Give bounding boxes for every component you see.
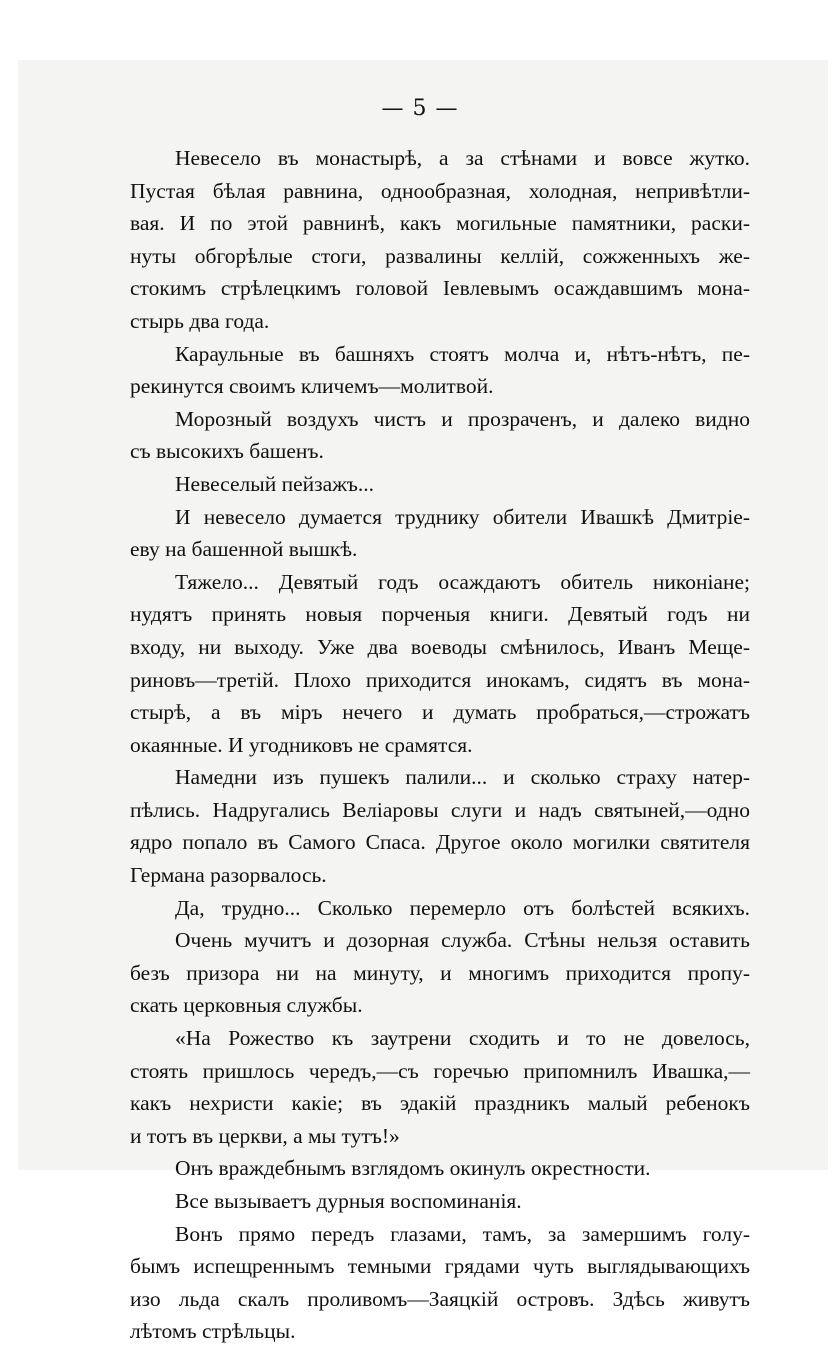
text-line — [130, 859, 750, 892]
text-line — [130, 1087, 750, 1120]
text-line — [130, 598, 750, 631]
text-line — [130, 305, 750, 338]
text-line — [130, 435, 750, 468]
text-line-content: съ высокихъ башенъ. — [130, 439, 324, 464]
text-line — [130, 892, 750, 925]
text-line — [130, 696, 750, 729]
text-line-content: Онъ враждебнымъ взглядомъ окинулъ окрестности. — [175, 1156, 651, 1181]
text-line-content: Очень мучитъ и дозорная служба. Стѣны нельзя оставить — [175, 928, 750, 953]
text-line-content: бымъ испещреннымъ темными грядами чуть выглядывающихъ — [130, 1254, 750, 1279]
text-line — [130, 794, 750, 827]
text-line-content: Невесело въ монастырѣ, а за стѣнами и вовсе жутко. — [175, 146, 750, 170]
text-line-content: И невесело думается труднику обители Ивашкѣ Дмитріе- — [175, 504, 750, 529]
text-line-content: «На Рожество къ заутрени сходить и то не довелось, — [175, 1026, 750, 1051]
text-line — [130, 729, 750, 762]
text-line-content: стокимъ стрѣлецкимъ головой Іевлевымъ осаждавшимъ мона- — [130, 276, 750, 301]
text-line-content: какъ нехристи какіе; въ эдакій праздникъ малый ребенокъ — [130, 1091, 750, 1116]
text-line — [130, 338, 750, 371]
text-line-content: нуты обгорѣлые стоги, развалины келлій, сожженныхъ же- — [130, 243, 750, 268]
text-line — [130, 533, 750, 566]
text-line — [130, 957, 750, 990]
text-line-content: вая. И по этой равнинѣ, какъ могильные памятники, раски- — [130, 211, 750, 236]
text-line — [130, 664, 750, 697]
text-line-content: Намедни изъ пушекъ палили... и сколько страху натер- — [175, 765, 750, 790]
text-line-content: Да, трудно... Сколько перемерло отъ болѣстей всякихъ. — [175, 895, 750, 920]
text-line-content: Все вызываетъ дурныя воспоминанія. — [175, 1189, 522, 1213]
text-line-content: рекинутся своимъ кличемъ—молитвой. — [130, 374, 494, 399]
text-line-content: Германа разорвалось. — [130, 863, 327, 888]
text-line — [130, 1185, 750, 1218]
text-line-content: лѣтомъ стрѣльцы. — [130, 1319, 296, 1344]
text-line — [130, 631, 750, 664]
text-line-content: Невеселый пейзажъ... — [175, 471, 374, 496]
text-line-content: стырь два года. — [130, 308, 270, 333]
text-line-content: окаянные. И угодниковъ не срамятся. — [130, 732, 473, 757]
body-text — [130, 142, 750, 1348]
text-line-content: ядро попало въ Самого Спаса. Другое около могилки святителя — [130, 830, 750, 855]
text-line-content: Караульные въ башняхъ стоятъ молча и, нѣтъ-нѣтъ, пе- — [175, 341, 750, 366]
text-line-content: Морозный воздухъ чистъ и прозраченъ, и далеко видно — [175, 406, 750, 431]
text-line — [130, 989, 750, 1022]
text-line-content: безъ призора ни на минуту, и многимъ приходится пропу- — [130, 960, 750, 985]
page-number: — 5 — — [381, 96, 459, 121]
text-line — [130, 924, 750, 957]
text-line — [130, 142, 750, 175]
text-line — [130, 207, 750, 240]
text-line-content: и тотъ въ церкви, а мы тутъ!» — [130, 1123, 400, 1148]
text-line-content: еву на башенной вышкѣ. — [130, 537, 358, 562]
text-line — [130, 403, 750, 436]
text-line — [130, 175, 750, 208]
text-line — [130, 566, 750, 599]
text-line — [130, 501, 750, 534]
text-line — [130, 272, 750, 305]
text-line-content: изо льда скалъ проливомъ—Заяцкій островъ. Здѣсь живутъ — [130, 1286, 750, 1311]
text-line — [130, 1022, 750, 1055]
text-line — [130, 826, 750, 859]
text-line-content: пѣлись. Надругались Веліаровы слуги и надъ святыней,—одно — [130, 797, 750, 822]
text-line-content: скать церковныя службы. — [130, 993, 363, 1018]
text-line — [130, 468, 750, 501]
text-line-content: входу, ни выходу. Уже два воеводы смѣнилось, Иванъ Меще- — [130, 634, 750, 659]
text-line — [130, 1218, 750, 1251]
text-line-content: Пустая бѣлая равнина, однообразная, холодная, непривѣтли- — [130, 178, 750, 203]
text-line — [130, 1120, 750, 1153]
text-line — [130, 1315, 750, 1348]
text-line-content: стоять пришлось чередъ,—съ горечью припомнилъ Ивашка,— — [130, 1058, 750, 1083]
text-line — [130, 240, 750, 273]
text-line-content: Вонъ прямо передъ глазами, тамъ, за замершимъ голу- — [175, 1221, 750, 1246]
text-line — [130, 1250, 750, 1283]
text-line-content: Тяжело... Девятый годъ осаждаютъ обитель никоніане; — [175, 569, 750, 594]
text-line — [130, 370, 750, 403]
text-line-content: нудятъ принять новыя порченыя книги. Девятый годъ ни — [130, 602, 750, 627]
text-line-content: стырѣ, а въ міръ нечего и думать пробраться,—строжатъ — [130, 700, 750, 725]
text-line-content: риновъ—третій. Плохо приходится инокамъ, сидятъ въ мона- — [130, 667, 750, 692]
text-line — [130, 761, 750, 794]
text-line — [130, 1283, 750, 1316]
text-line — [130, 1152, 750, 1185]
text-line — [130, 1055, 750, 1088]
